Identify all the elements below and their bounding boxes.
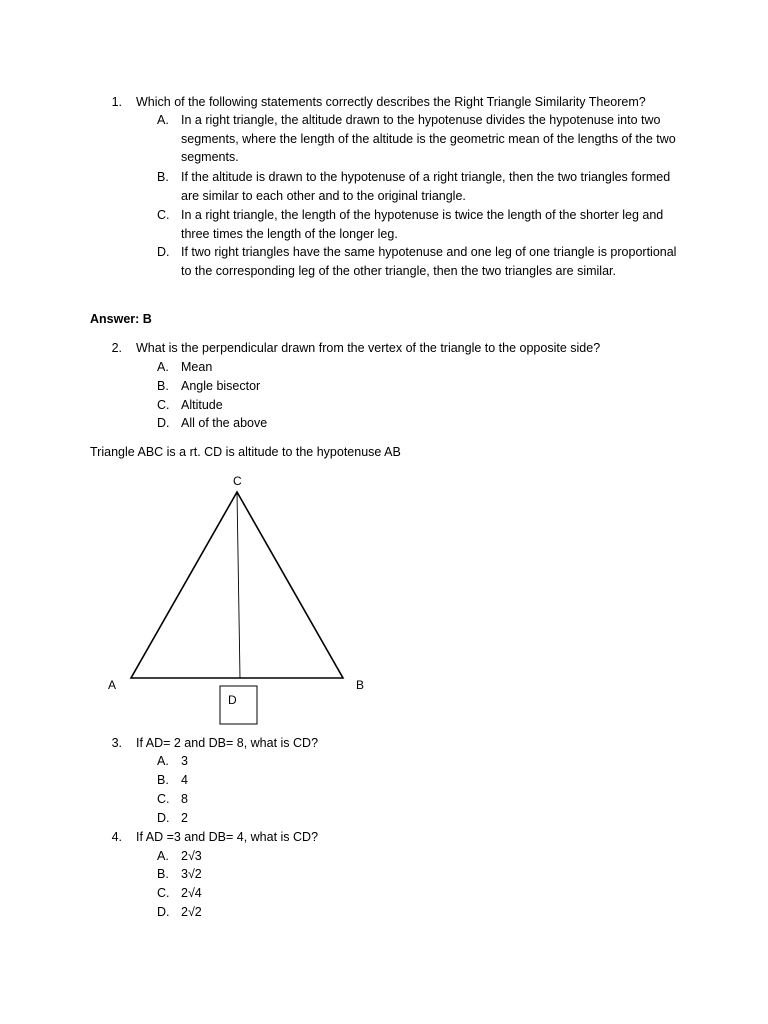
option-letter: D. (157, 811, 170, 825)
option-letter: C. (157, 398, 170, 412)
option-letter: B. (157, 867, 169, 881)
question-4-text: If AD =3 and DB= 4, what is CD? (136, 830, 319, 844)
question-4-option-b (157, 865, 202, 884)
option-text: 2√2 (181, 905, 202, 919)
question-3-option-d (157, 809, 188, 828)
question-3-option-b (157, 771, 188, 790)
vertex-label-b: B (356, 678, 365, 692)
option-letter: C. (157, 886, 170, 900)
option-text: 2 (181, 811, 188, 825)
option-letter: B. (157, 379, 169, 393)
option-text: 2√3 (181, 849, 202, 863)
answer-1: Answer: B (90, 312, 152, 326)
question-4-option-c (157, 884, 202, 903)
question-4-option-d (157, 903, 202, 922)
option-text: In a right triangle, the length of the hypotenuse is twice the length of the shorter leg and three times the length of the longer leg. (181, 208, 664, 241)
option-text: All of the above (181, 416, 268, 430)
option-letter: A. (157, 113, 169, 127)
option-letter: D. (157, 416, 170, 430)
option-letter: B. (157, 773, 169, 787)
altitude-cd (237, 492, 240, 678)
option-letter: D. (157, 905, 170, 919)
option-letter: C. (157, 792, 170, 806)
question-3-option-c (157, 790, 188, 809)
question-3-text: If AD= 2 and DB= 8, what is CD? (136, 736, 319, 750)
option-letter: D. (157, 245, 170, 259)
option-text: If two right triangles have the same hypotenuse and one leg of one triangle is proportional to the corresponding leg of the other triangle, then the two triangles are similar. (181, 245, 677, 278)
option-letter: B. (157, 170, 169, 184)
question-2-number: 2. (111, 341, 122, 355)
question-2-text: What is the perpendicular drawn from the vertex of the triangle to the opposite side? (136, 341, 601, 355)
label-d-box (220, 686, 257, 724)
question-4-number: 4. (111, 830, 122, 844)
question-1-number: 1. (111, 95, 122, 109)
option-text: 3√2 (181, 867, 202, 881)
question-3-number: 3. (111, 736, 122, 750)
option-text: If the altitude is drawn to the hypotenuse of a right triangle, then the two triangles formed are similar to each other and to the original triangle. (181, 170, 671, 203)
option-letter: A. (157, 849, 169, 863)
question-4-option-a (157, 847, 202, 866)
option-text: In a right triangle, the altitude drawn to the hypotenuse divides the hypotenuse into two segments, where the length of the altitude is the geometric mean of the lengths of the two segments. (181, 113, 676, 165)
point-label-d: D (228, 693, 237, 707)
option-text: Mean (181, 360, 213, 374)
figure-caption: Triangle ABC is a rt. CD is altitude to the hypotenuse AB (90, 445, 401, 459)
option-text: 3 (181, 754, 188, 768)
option-text: Altitude (181, 398, 223, 412)
option-text: 4 (181, 773, 188, 787)
question-3-option-a (157, 752, 188, 771)
option-text: 2√4 (181, 886, 202, 900)
option-letter: C. (157, 208, 170, 222)
option-text: 8 (181, 792, 188, 806)
vertex-label-c: C (233, 474, 242, 488)
option-letter: A. (157, 754, 169, 768)
option-letter: A. (157, 360, 169, 374)
vertex-label-a: A (108, 678, 117, 692)
option-text: Angle bisector (181, 379, 261, 393)
question-1-text: Which of the following statements correctly describes the Right Triangle Similarity Theorem? (136, 95, 646, 109)
